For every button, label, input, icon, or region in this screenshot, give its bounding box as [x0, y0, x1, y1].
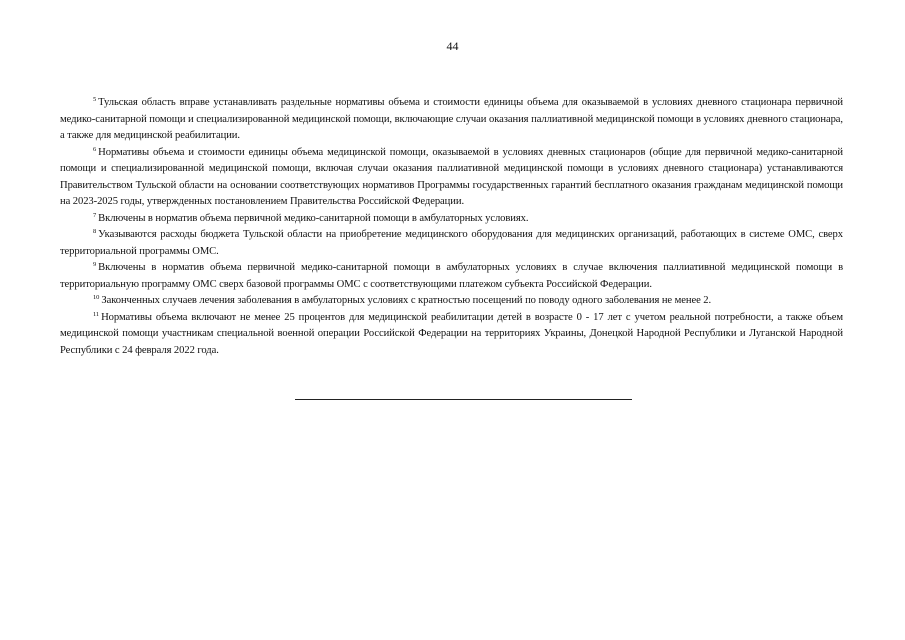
footnote-text: Включены в норматив объема первичной медико-санитарной помощи в амбулаторных условиях. [98, 212, 529, 224]
footnote-marker: 10 [93, 294, 100, 301]
end-separator-line [295, 399, 632, 400]
footnote-marker: 11 [93, 310, 100, 318]
footnote-5 [60, 95, 843, 145]
footnote-6 [60, 145, 843, 211]
footnote-text: Указываются расходы бюджета Тульской области на приобретение медицинского оборудования для медицинских организаций, работающих в системе ОМС, сверх территориальной программы ОМС. [60, 229, 843, 257]
footnote-text: Нормативы объема включают не менее 25 процентов для медицинской реабилитации детей в возрасте 0 - 17 лет с учетом реальной потребности, а также объем медицинской помощи участникам специальной военной операции Российской Федерации на территориях Украины, Донецкой Народной Республики и Луганской Народной Республики с 24 февраля 2022 года. [60, 311, 843, 356]
footnote-marker: 8 [93, 228, 97, 235]
page-number: 44 [446, 39, 459, 53]
footnote-marker: 9 [93, 261, 97, 268]
footnote-7 [60, 211, 843, 228]
footnote-marker: 7 [93, 211, 97, 219]
footnote-marker: 5 [93, 96, 97, 103]
footnotes-section [60, 95, 843, 359]
footnote-text: Нормативы объема и стоимости единицы объема медицинской помощи, оказываемой в условиях дневных стационаров (общие для первичной медико-санитарной помощи и специализированной медицинской помощи, включая случаи оказания паллиативной медицинской помощи в условиях дневного стационара) устанавливаются Правительством Тульской области на основании соответствующих нормативов Программы государственных гарантий бесплатного оказания гражданам медицинской помощи на 2023-2025 годы, утвержденных постановлением Правительства Российской Федерации. [60, 146, 843, 207]
footnote-marker: 6 [93, 145, 97, 153]
footnote-8 [60, 227, 843, 260]
footnote-11 [60, 310, 843, 360]
footnote-10 [60, 293, 843, 310]
footnote-text: Включены в норматив объема первичной медико-санитарной помощи в амбулаторных условиях в случае включения паллиативной медицинской помощи в территориальную программу ОМС сверх базовой программы ОМС с соответствующими платежом субъекта Российской Федерации. [60, 262, 843, 290]
footnote-text: Законченных случаев лечения заболевания в амбулаторных условиях с кратностью посещений по поводу одного заболевания не менее 2. [101, 295, 712, 306]
footnote-9 [60, 260, 843, 293]
footnote-text: Тульская область вправе устанавливать раздельные нормативы объема и стоимости единицы объема для оказываемой в условиях дневного стационара первичной медико-санитарной помощи и специализированной медицинской помощи, включающие случаи оказания паллиативной медицинской помощи в условиях дневного стационара, а также для медицинской реабилитации. [60, 97, 843, 141]
